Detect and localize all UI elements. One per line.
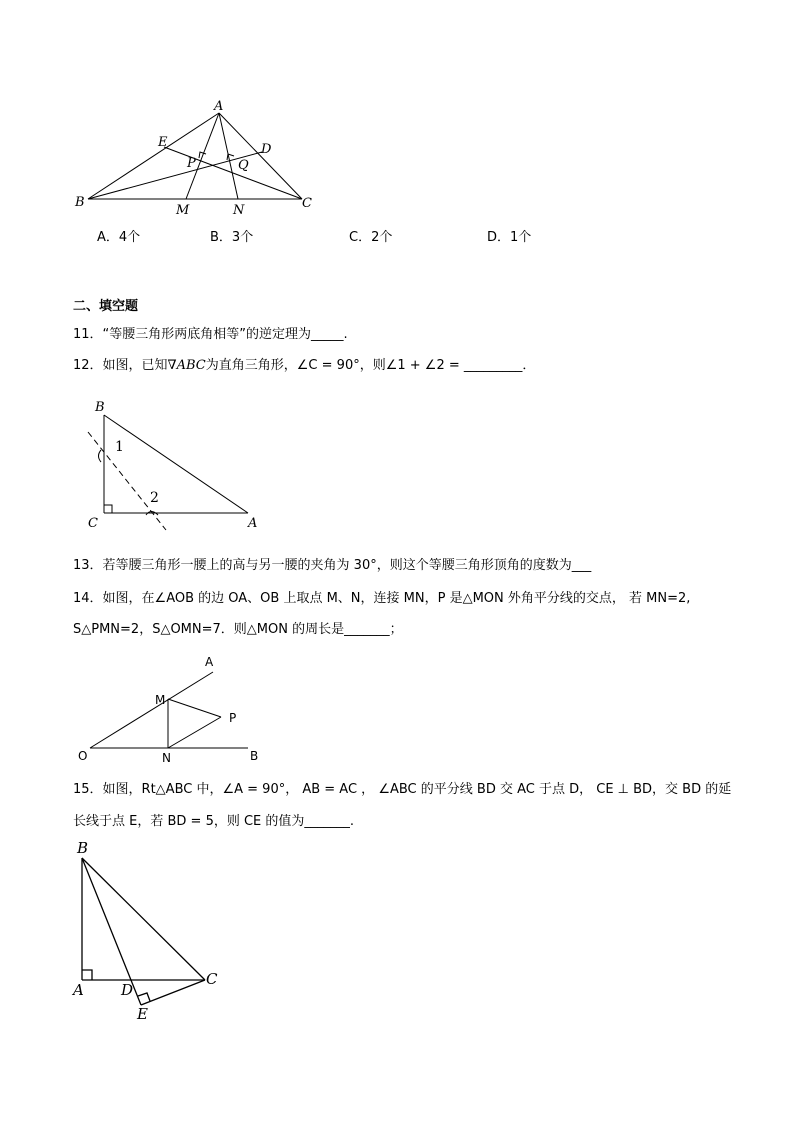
label-C: C	[206, 970, 218, 988]
label-D: D	[121, 981, 134, 999]
question-14-line2: S△PMN=2，S△OMN=7．则△MON 的周长是_______；	[73, 622, 403, 637]
label-P: P	[229, 711, 237, 725]
label-angle-2: 2	[150, 490, 159, 506]
option-d[interactable]: D．1个	[487, 230, 532, 245]
label-A: A	[214, 99, 224, 114]
label-E: E	[137, 1005, 148, 1023]
question-15-line1: 15．如图，Rt△ABC 中，∠A = 90°， AB = AC ， ∠ABC 的平分线 BD 交 AC 于点 D， CE ⊥ BD，交 BD 的延	[73, 782, 732, 797]
label-B: B	[250, 749, 259, 763]
label-angle-1: 1	[115, 439, 124, 455]
label-A: A	[205, 655, 214, 669]
label-D: D	[261, 142, 272, 157]
label-P: P	[187, 156, 196, 171]
label-B: B	[95, 400, 105, 415]
label-Q: Q	[238, 158, 249, 173]
q12-mid: 为直角三角形，	[205, 358, 297, 373]
label-C: C	[302, 196, 312, 211]
option-a[interactable]: A．4个	[97, 230, 141, 245]
q12-suffix: ，则∠1 + ∠2 = _________．	[359, 358, 536, 373]
question-15-line2: 长线于点 E，若 BD = 5，则 CE 的值为_______.	[73, 814, 355, 829]
label-N: N	[233, 203, 245, 218]
label-O: O	[78, 749, 88, 763]
label-E: E	[158, 135, 168, 150]
label-C: C	[88, 516, 98, 531]
label-B: B	[75, 195, 85, 210]
q12-triangle: ∇ABC	[167, 358, 206, 373]
option-c[interactable]: C．2个	[349, 230, 393, 245]
label-A: A	[248, 516, 258, 531]
q12-angle: ∠C = 90°	[296, 358, 360, 373]
label-M: M	[176, 203, 190, 218]
question-11: 11．“等腰三角形两底角相等”的逆定理为_____.	[73, 327, 348, 342]
question-13: 13．若等腰三角形一腰上的高与另一腰的夹角为 30°，则这个等腰三角形顶角的度数为___	[73, 558, 592, 573]
option-b[interactable]: B．3个	[210, 230, 254, 245]
section-title: 二、填空题	[73, 299, 139, 314]
label-N: N	[162, 751, 171, 765]
label-B: B	[77, 839, 89, 857]
label-A: A	[73, 981, 84, 999]
label-M: M	[155, 693, 166, 707]
question-14-line1: 14．如图，在∠AOB 的边 OA、OB 上取点 M、N，连接 MN，P 是△MON 外角平分线的交点， 若 MN=2,	[73, 591, 691, 606]
q12-prefix: 12．如图，已知	[73, 358, 168, 373]
